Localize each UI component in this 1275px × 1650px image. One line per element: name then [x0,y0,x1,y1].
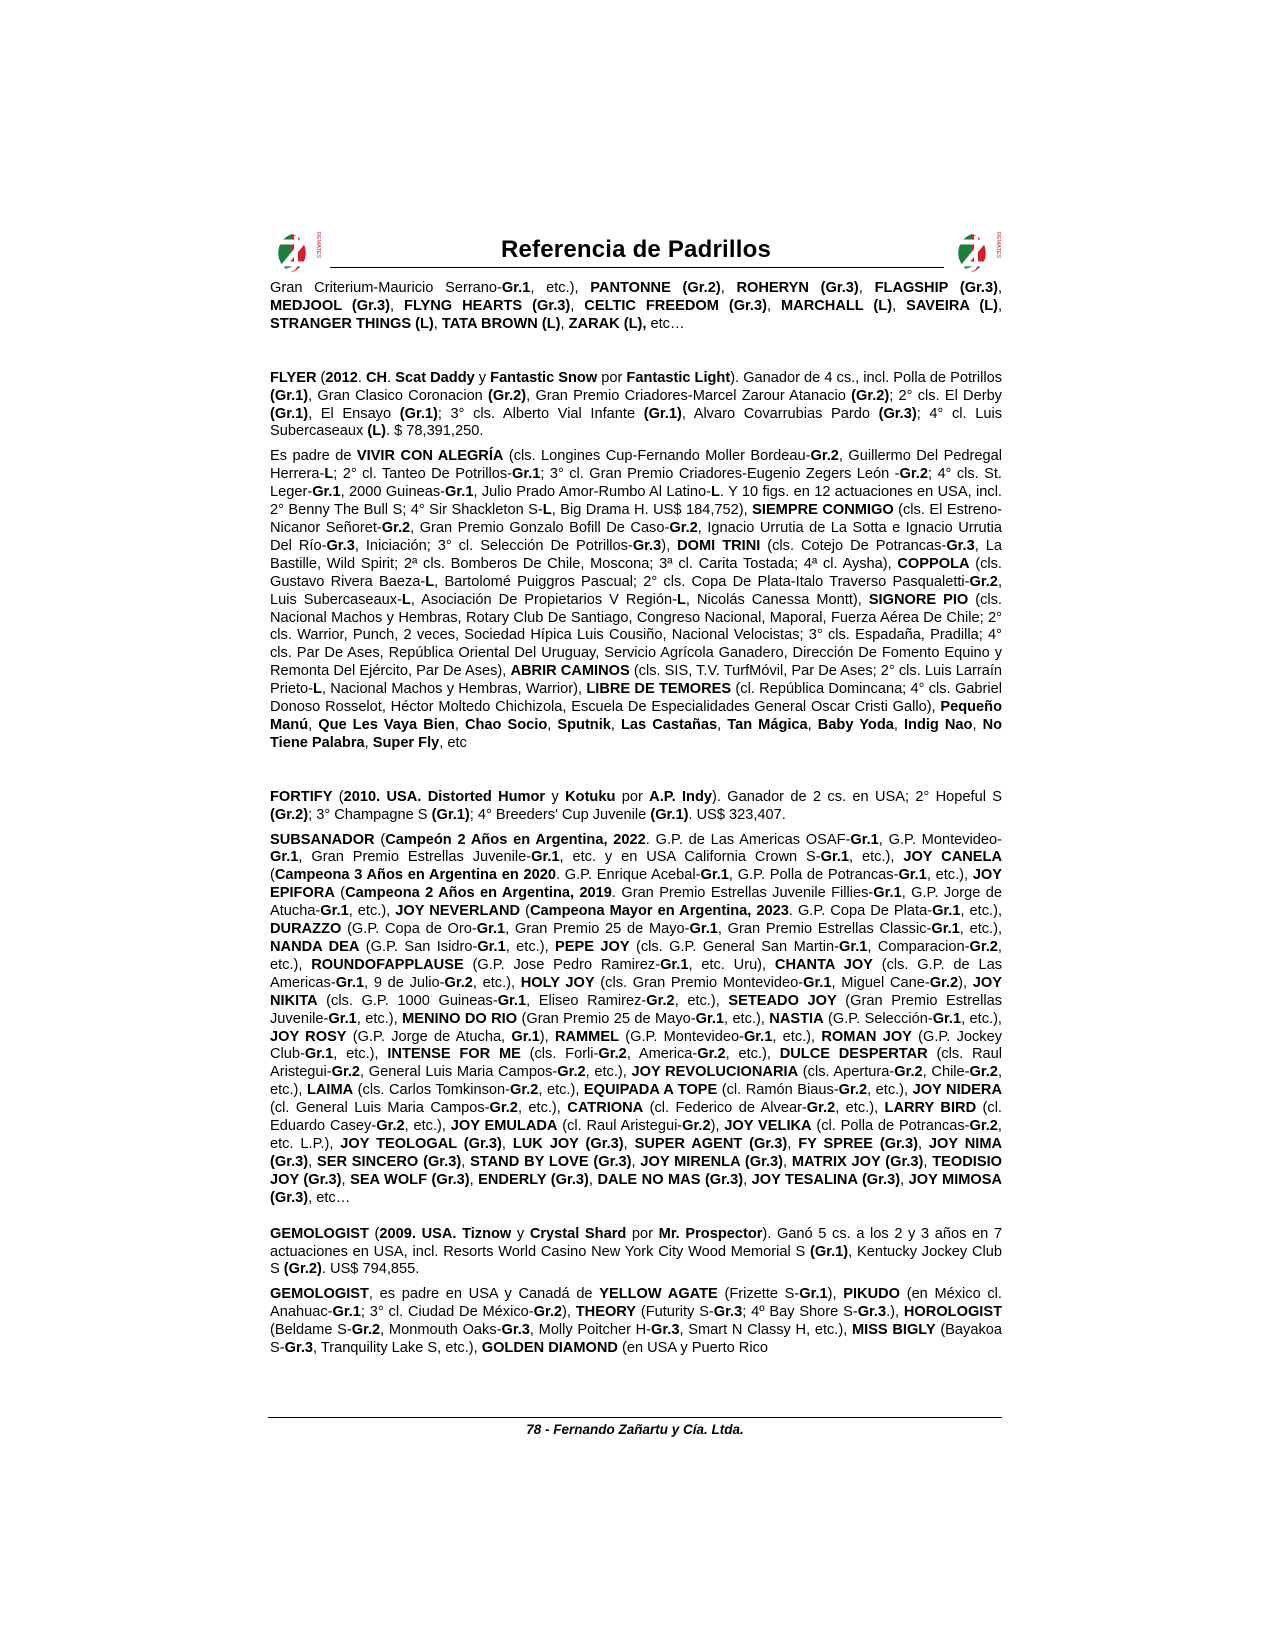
document-body [270,280,1002,1358]
paragraph-flyer-progeny: Es padre de VIVIR CON ALEGRÍA (cls. Longines Cup-Fernando Moller Bordeau-Gr.2, Guillermo Del Pedregal Herrera-L; 2° cl. Tanteo De Potrillos-Gr.1; 3° cl. Gran Premio Criadores-Eugenio Zegers León -Gr.2; 4° cls. St. Leger-Gr.1, 2000 Guineas-Gr.1, Julio Prado Amor-Rumbo Al Latino-L. Y 10 figs. en 12 actuaciones en USA, incl. 2° Benny The Bull S; 4° Sir Shackleton S-L, Big Drama H. US$ 184,752), SIEMPRE CONMIGO (cls. El Estreno-Nicanor Señoret-Gr.2, Gran Premio Gonzalo Bofill De Caso-Gr.2, Ignacio Urrutia de La Sotta e Ignacio Urrutia Del Río-Gr.3, Iniciación; 3° cl. Selección De Potrillos-Gr.3), DOMI TRINI (cls. Cotejo De Potrancas-Gr.3, La Bastille, Wild Spirit; 2ª cls. Bomberos De Chile, Moscona; 3ª cl. Carita Tostada; 4ª cl. Aysha), COPPOLA (cls. Gustavo Rivera Baeza-L, Bartolomé Puiggros Pascual; 2° cls. Copa De Plata-Italo Traverso Pasqualetti-Gr.2, Luis Subercaseaux-L, Asociación De Propietarios V Región-L, Nicolás Canessa Montt), SIGNORE PIO (cls. Nacional Machos y Hembras, Rotary Club De Santiago, Congreso Nacional, Maporal, Fuerza Aérea De Chile; 2° cls. Warrior, Punch, 2 veces, Sociedad Hípica Luis Cousiño, Nacional Velocistas; 3° cls. Espadaña, Pradilla; 4° cls. Par De Ases, República Oriental Del Uruguay, Servicio Agrícola Ganadero, Dirección De Fomento Equino y Remonta Del Ejército, Par De Ases), ABRIR CAMINOS (cls. SIS, T.V. TurfMóvil, Par De Ases; 2° cls. Luis Larraín Prieto-L, Nacional Machos y Hembras, Warrior), LIBRE DE TEMORES (cl. República Domincana; 4° cls. Gabriel Donoso Rosselot, Héctor Moltedo Chichizola, Escuela De Especialidades General Oscar Cristi Gallo), Pequeño Manú, Que Les Vaya Bien, Chao Socio, Sputnik, Las Castañas, Tan Mágica, Baby Yoda, Indig Nao, No Tiene Palabra, Super Fly, etc [270,448,1003,751]
zj-remates-logo-right [950,228,1002,274]
svg-text:REMATES: REMATES [315,232,321,259]
page-footer: 78 - Fernando Zañartu y Cía. Ltda. [526,1422,744,1437]
svg-text:REMATES: REMATES [995,232,1001,259]
zj-remates-logo-left [270,228,322,274]
paragraph-gemologist-progeny: GEMOLOGIST, es padre en USA y Canadá de YELLOW AGATE (Frizette S-Gr.1), PIKUDO (en México cl. Anahuac-Gr.1; 3° cl. Ciudad De México-Gr.2), THEORY (Futurity S-Gr.3; 4º Bay Shore S-Gr.3.), HOROLOGIST (Beldame S-Gr.2, Monmouth Oaks-Gr.3, Molly Poitcher H-Gr.3, Smart N Classy H, etc.), MISS BIGLY (Bayakoa S-Gr.3, Tranquility Lake S, etc.), GOLDEN DIAMOND (en USA y Puerto Rico [270,1286,1002,1357]
footer-rule [268,1417,1002,1418]
paragraph-gemologist-intro: GEMOLOGIST (2009. USA. Tiznow y Crystal Shard por Mr. Prospector). Ganó 5 cs. a los 2 y 3 años en 7 actuaciones en USA, incl. Resorts World Casino New York City Wood Memorial S (Gr.1), Kentucky Jockey Club S (Gr.2). US$ 794,855. [270,1225,1003,1278]
page-header [270,228,1002,276]
page-title: Referencia de Padrillos [500,236,772,263]
page [270,228,1002,1358]
paragraph-fortify-progeny: SUBSANADOR (Campeón 2 Años en Argentina, 2022. G.P. de Las Americas OSAF-Gr.1, G.P. Montevideo-Gr.1, Gran Premio Estrellas Juvenile-Gr.1, etc. y en USA California Crown S-Gr.1, etc.), JOY CANELA (Campeona 3 Años en Argentina en 2020. G.P. Enrique Acebal-Gr.1, G.P. Polla de Potrancas-Gr.1, etc.), JOY EPIFORA (Campeona 2 Años en Argentina, 2019. Gran Premio Estrellas Juvenile Fillies-Gr.1, G.P. Jorge de Atucha-Gr.1, etc.), JOY NEVERLAND (Campeona Mayor en Argentina, 2023. G.P. Copa De Plata-Gr.1, etc.), DURAZZO (G.P. Copa de Oro-Gr.1, Gran Premio 25 de Mayo-Gr.1, Gran Premio Estrellas Classic-Gr.1, etc.), NANDA DEA (G.P. San Isidro-Gr.1, etc.), PEPE JOY (cls. G.P. General San Martin-Gr.1, Comparacion-Gr.2, etc.), ROUNDOFAPPLAUSE (G.P. Jose Pedro Ramirez-Gr.1, etc. Uru), CHANTA JOY (cls. G.P. de Las Americas-Gr.1, 9 de Julio-Gr.2, etc.), HOLY JOY (cls. Gran Premio Montevideo-Gr.1, Miguel Cane-Gr.2), JOY NIKITA (cls. G.P. 1000 Guineas-Gr.1, Eliseo Ramirez-Gr.2, etc.), SETEADO JOY (Gran Premio Estrellas Juvenile-Gr.1, etc.), MENINO DO RIO (Gran Premio 25 de Mayo-Gr.1, etc.), NASTIA (G.P. Selección-Gr.1, etc.), JOY ROSY (G.P. Jorge de Atucha, Gr.1), RAMMEL (G.P. Montevideo-Gr.1, etc.), ROMAN JOY (G.P. Jockey Club-Gr.1, etc.), INTENSE FOR ME (cls. Forli-Gr.2, America-Gr.2, etc.), DULCE DESPERTAR (cls. Raul Aristegui-Gr.2, General Luis Maria Campos-Gr.2, etc.), JOY REVOLUCIONARIA (cls. Apertura-Gr.2, Chile-Gr.2, etc.), LAIMA (cls. Carlos Tomkinson-Gr.2, etc.), EQUIPADA A TOPE (cl. Ramón Biaus-Gr.2, etc.), JOY NIDERA (cl. General Luis Maria Campos-Gr.2, etc.), CATRIONA (cl. Federico de Alvear-Gr.2, etc.), LARRY BIRD (cl. Eduardo Casey-Gr.2, etc.), JOY EMULADA (cl. Raul Aristegui-Gr.2), JOY VELIKA (cl. Polla de Potrancas-Gr.2, etc. L.P.), JOY TEOLOGAL (Gr.3), LUK JOY (Gr.3), SUPER AGENT (Gr.3), FY SPREE (Gr.3), JOY NIMA (Gr.3), SER SINCERO (Gr.3), STAND BY LOVE (Gr.3), JOY MIRENLA (Gr.3), MATRIX JOY (Gr.3), TEODISIO JOY (Gr.3), SEA WOLF (Gr.3), ENDERLY (Gr.3), DALE NO MAS (Gr.3), JOY TESALINA (Gr.3), JOY MIMOSA (Gr.3), etc… [270,831,1003,1206]
paragraph-continuation: Gran Criterium-Mauricio Serrano-Gr.1, etc.), PANTONNE (Gr.2), ROHERYN (Gr.3), FLAGSHIP (Gr.3), MEDJOOL (Gr.3), FLYNG HEARTS (Gr.3), CELTIC FREEDOM (Gr.3), MARCHALL (L), SAVEIRA (L), STRANGER THINGS (L), TATA BROWN (L), ZARAK (L), etc… [270,280,1003,332]
title-underline [330,267,944,268]
paragraph-fortify-intro: FORTIFY (2010. USA. Distorted Humor y Kotuku por A.P. Indy). Ganador de 2 cs. en USA; 2° Hopeful S (Gr.2); 3° Champagne S (Gr.1); 4° Breeders' Cup Juvenile (Gr.1). US$ 323,407. [270,788,1003,823]
paragraph-flyer-intro: FLYER (2012. CH. Scat Daddy y Fantastic Snow por Fantastic Light). Ganador de 4 cs., incl. Polla de Potrillos (Gr.1), Gran Clasico Coronacion (Gr.2), Gran Premio Criadores-Marcel Zarour Atanacio (Gr.2); 2° cls. El Derby (Gr.1), El Ensayo (Gr.1); 3° cls. Alberto Vial Infante (Gr.1), Alvaro Covarrubias Pardo (Gr.3); 4° cl. Luis Subercaseaux (L). $ 78,391,250. [270,369,1003,440]
